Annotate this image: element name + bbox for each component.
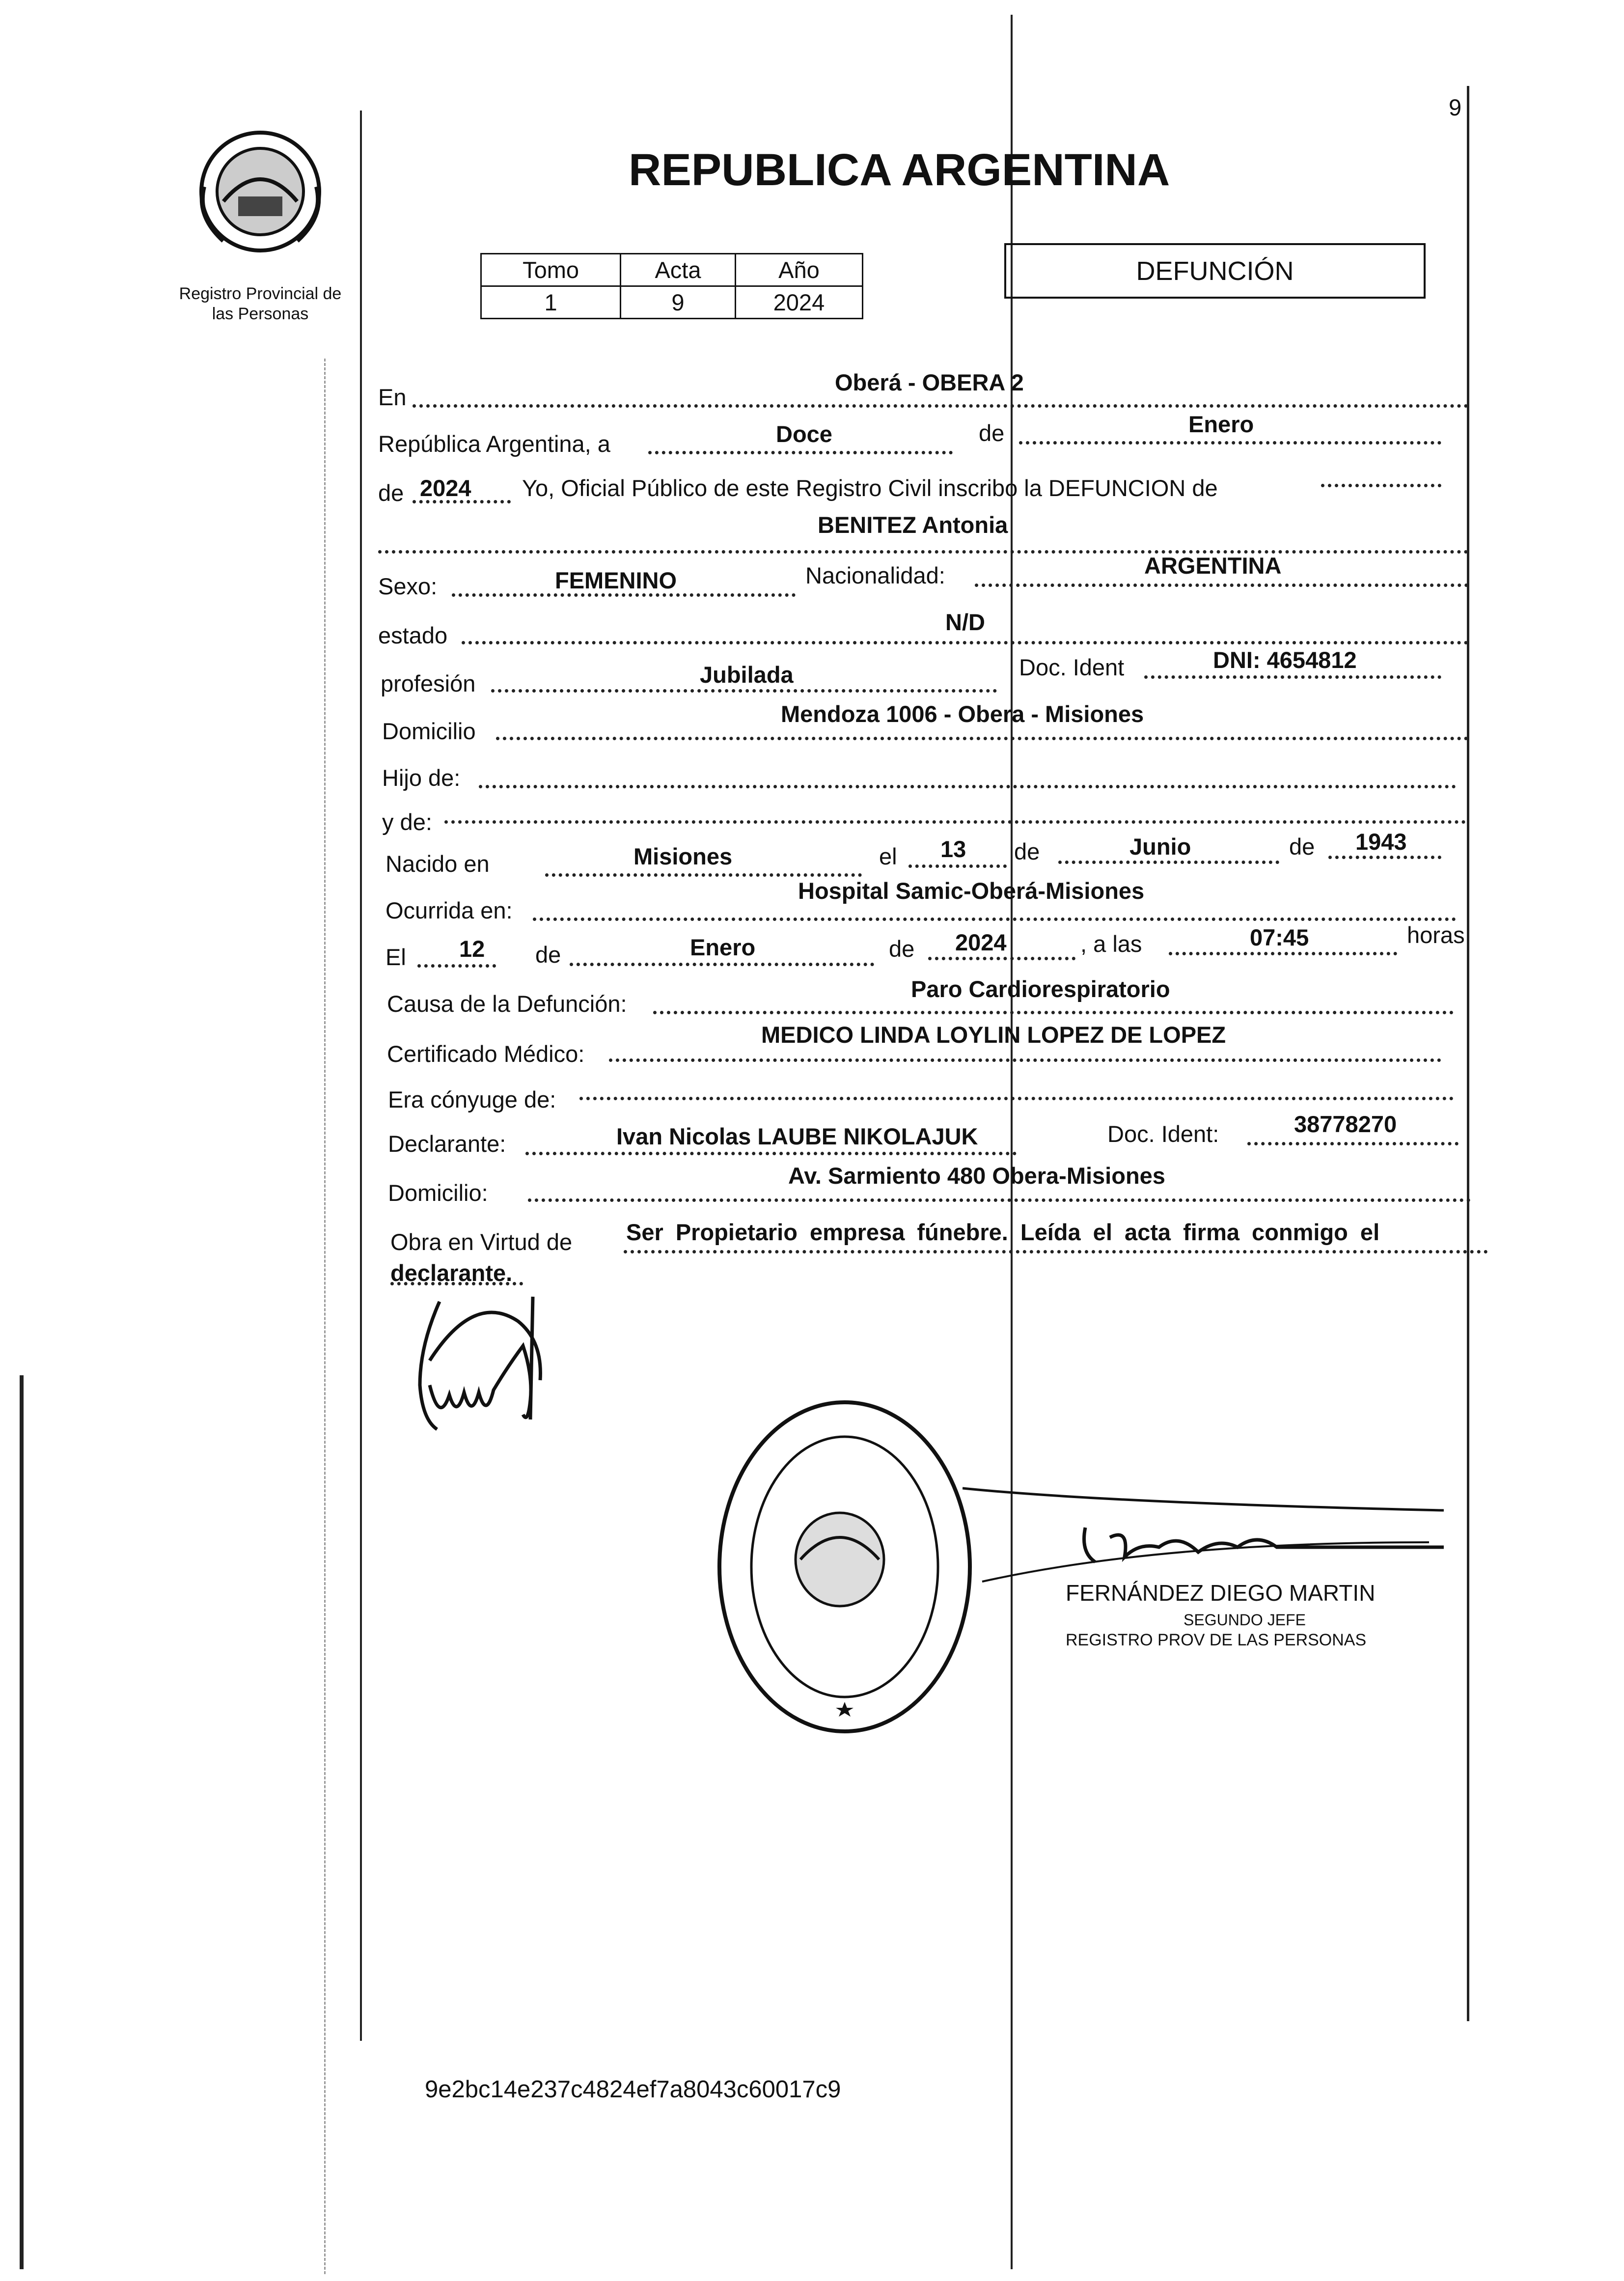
estado-value: N/D [945,609,985,635]
en-value: Oberá - OBERA 2 [835,369,1024,395]
domicilio-value: Mendoza 1006 - Obera - Misiones [781,701,1144,727]
hijo-dots [479,785,1456,788]
estado-dots [462,641,1468,644]
doc-ident-label: Doc. Ident [1019,654,1125,680]
doc-ident-value: DNI: 4654812 [1213,647,1357,673]
declarante-value: Ivan Nicolas LAUBE NIKOLAJUK [616,1123,978,1149]
obra-value2-dots [390,1282,523,1285]
registry-table [480,253,863,319]
nacido-label: Nacido en [385,851,490,877]
nac-anio-dots [1328,856,1441,859]
republica-label: República Argentina, a [378,431,610,457]
obra-label: Obra en Virtud de [390,1229,573,1255]
causa-value: Paro Cardiorespiratorio [911,976,1170,1002]
def-mes: Enero [690,934,756,960]
nac-dia: 13 [940,836,966,862]
de5: de [535,942,561,968]
ocurrida-value: Hospital Samic-Oberá-Misiones [798,878,1145,904]
official-signature [963,1483,1454,1591]
obra-value: Ser Propietario empresa fúnebre. Leída el acta firma conmigo el [626,1219,1380,1245]
de6: de [889,936,915,962]
def-mes-dots [570,963,874,966]
logo-caption: Registro Provincial de las Personas [179,284,342,323]
sexo-dots [452,593,796,597]
nacido-value: Misiones [633,843,733,869]
right-margin-line [1467,86,1469,2021]
domicilio2-dots [528,1198,1471,1202]
mes-dots [1019,441,1441,445]
mes-value: Enero [1188,411,1254,437]
oficial-dots [1321,484,1441,487]
nac-dia-dots [908,864,1007,868]
def-anio-dots [928,957,1075,960]
nombre-value: BENITEZ Antonia [818,512,1008,538]
dia-value: Doce [776,421,832,447]
anio-value: 2024 [420,475,471,501]
doc-ident2-label: Doc. Ident: [1107,1121,1219,1147]
profesion-label: profesión [381,670,476,696]
alas-label: , a las [1080,931,1142,957]
domicilio2-label: Domicilio: [388,1180,488,1206]
estado-label: estado [378,622,448,648]
domicilio2-value: Av. Sarmiento 480 Obera-Misiones [788,1163,1165,1189]
doc-ident2-value: 38778270 [1294,1111,1397,1137]
hijo-label: Hijo de: [382,765,461,791]
declarante-label: Declarante: [388,1131,506,1157]
nacionalidad-label: Nacionalidad: [805,562,945,588]
horas-label: horas [1407,922,1465,948]
yde-dots [444,820,1466,824]
left-margin-line [360,111,362,2041]
document-type-box: DEFUNCIÓN [1004,243,1426,299]
certificado-value: MEDICO LINDA LOYLIN LOPEZ DE LOPEZ [761,1022,1226,1048]
domicilio-dots [496,737,1468,740]
nacionalidad-value: ARGENTINA [1144,553,1282,579]
de1: de [979,420,1005,446]
de2: de [378,480,404,506]
sexo-value: FEMENINO [555,567,677,593]
oficial-text: Yo, Oficial Público de este Registro Civil inscribo la DEFUNCION de [522,475,1218,501]
doc-ident-dots [1144,675,1441,679]
declarant-signature [410,1287,562,1434]
official-office: REGISTRO PROV DE LAS PERSONAS [1066,1631,1367,1649]
scan-edge-line [20,1375,24,2269]
def-dia-dots [417,964,496,968]
nacionalidad-dots [975,584,1468,587]
acta-value: 9 [621,286,736,319]
en-dots [413,404,1468,408]
official-role: SEGUNDO JEFE [1184,1611,1306,1629]
yde-label: y de: [382,809,432,835]
anio-value: 2024 [735,286,862,319]
sexo-label: Sexo: [378,573,438,599]
def-hora: 07:45 [1250,924,1309,950]
nac-mes: Junio [1129,834,1191,860]
en-label: En [378,384,407,410]
de4: de [1289,834,1315,860]
nac-mes-dots [1058,861,1279,864]
profesion-value: Jubilada [700,662,794,688]
domicilio-label: Domicilio [382,718,476,744]
doc-ident2-dots [1247,1142,1459,1145]
def-anio: 2024 [955,929,1007,955]
province-seal-logo [194,128,327,255]
anio-label: Año [735,254,862,286]
dia-dots [648,451,953,454]
obra-value2: declarante. [390,1260,513,1286]
el2-label: El [385,944,406,970]
binding-line [324,359,327,2274]
def-dia: 12 [459,936,485,962]
ocurrida-label: Ocurrida en: [385,897,513,923]
conyuge-label: Era cónyuge de: [388,1086,556,1113]
official-name: FERNÁNDEZ DIEGO MARTIN [1066,1580,1376,1606]
certificado-dots [609,1058,1441,1062]
tomo-label: Tomo [481,254,621,286]
el-label: el [879,843,897,869]
declarante-dots [525,1152,1017,1155]
de3: de [1014,838,1040,864]
def-hora-dots [1169,952,1397,955]
nombre-dots [378,550,1468,554]
acta-label: Acta [621,254,736,286]
ocurrida-dots [533,918,1456,921]
certificado-label: Certificado Médico: [387,1041,585,1067]
page-title: REPUBLICA ARGENTINA [629,145,1170,195]
page-number: 9 [1449,94,1462,120]
nacido-dots [545,873,862,877]
tomo-value: 1 [481,286,621,319]
nac-anio: 1943 [1355,829,1407,855]
document-hash: 9e2bc14e237c4824ef7a8043c60017c9 [425,2076,841,2103]
causa-dots [653,1011,1454,1014]
profesion-dots [491,689,997,693]
causa-label: Causa de la Defunción: [387,991,627,1017]
center-fold-line [1011,15,1013,2269]
delegation-seal [715,1397,975,1736]
obra-dots [624,1250,1488,1253]
conyuge-dots [579,1097,1454,1100]
